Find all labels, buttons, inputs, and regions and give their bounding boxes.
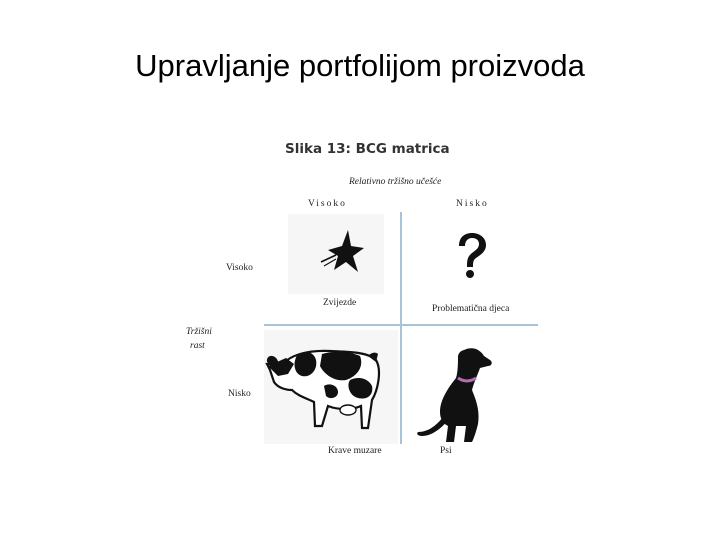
- vertical-divider: [400, 212, 402, 444]
- x-tick-low: Nisko: [456, 199, 489, 209]
- y-tick-low: Nisko: [228, 389, 251, 399]
- star-icon: [318, 228, 368, 274]
- y-axis-label-line1: Tržišni: [186, 327, 212, 337]
- x-axis-label: Relativno tržišno učešće: [349, 177, 442, 187]
- stars-label: Zvijezde: [323, 298, 357, 308]
- x-tick-high: Visoko: [308, 199, 347, 209]
- question-mark-icon: [454, 232, 490, 280]
- figure-caption: Slika 13: BCG matrica: [285, 141, 450, 157]
- dogs-label: Psi: [440, 446, 452, 456]
- question-marks-label: Problematična djeca: [432, 304, 510, 314]
- y-axis-label-line2: rast: [190, 341, 205, 351]
- slide-title: Upravljanje portfolijom proizvoda: [135, 48, 585, 83]
- cash-cows-label: Krave muzare: [328, 446, 382, 456]
- y-tick-high: Visoko: [226, 263, 253, 273]
- dog-icon: [414, 346, 494, 444]
- cow-icon: [264, 344, 382, 434]
